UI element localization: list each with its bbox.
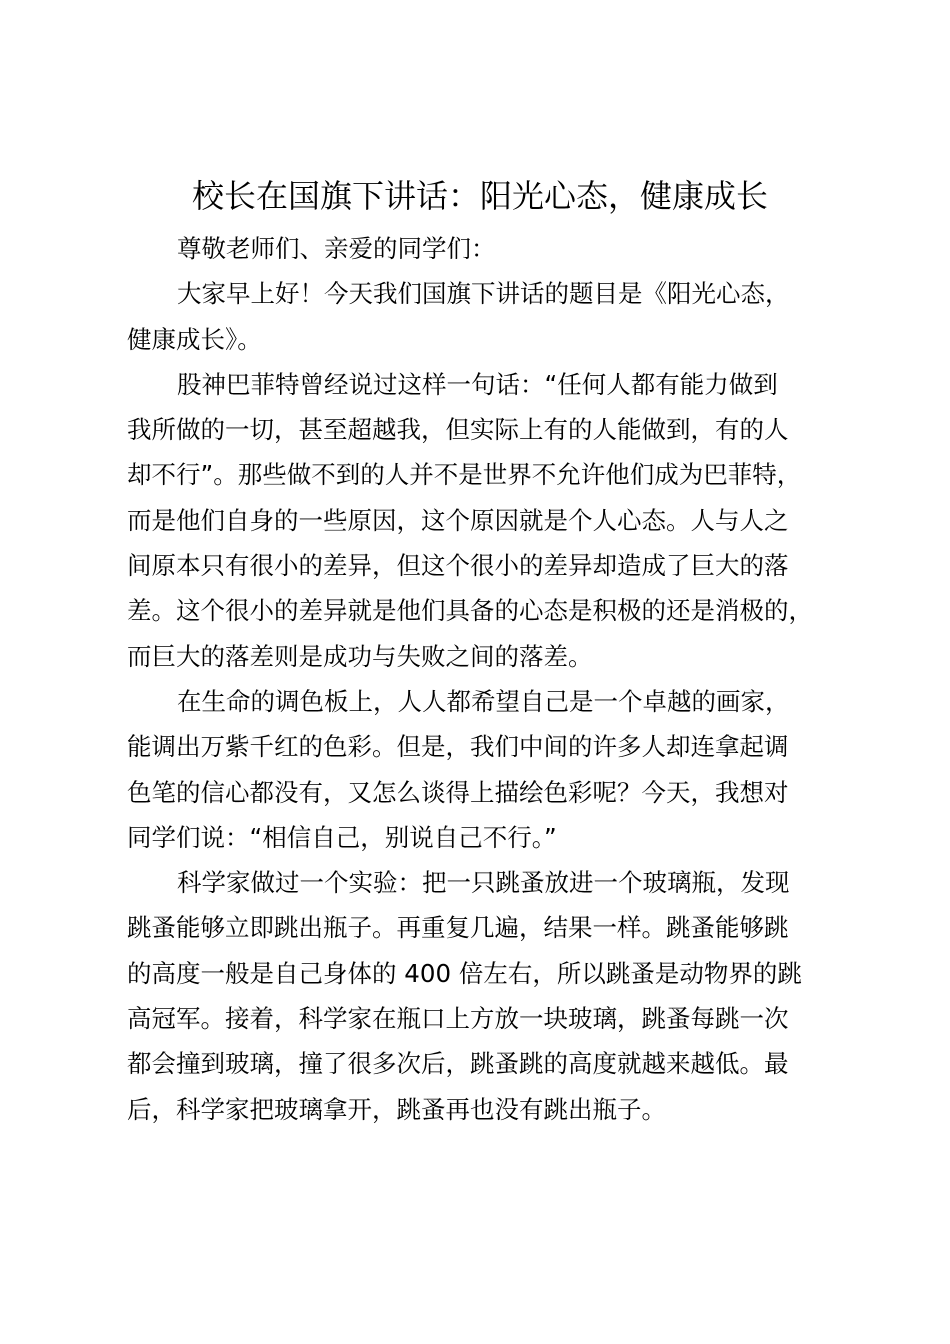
text-line: 而是他们自身的一些原因，这个原因就是个人心态。人与人之 (127, 505, 789, 535)
text-line: 却不行”。那些做不到的人并不是世界不允许他们成为巴菲特， (127, 460, 802, 490)
document-title: 校长在国旗下讲话：阳光心态，健康成长 (191, 177, 768, 215)
text-line: 科学家做过一个实验：把一只跳蚤放进一个玻璃瓶，发现 (177, 868, 790, 898)
text-line: 尊敬老师们、亲爱的同学们： (177, 234, 496, 263)
text-line: 在生命的调色板上，人人都希望自己是一个卓越的画家， (177, 686, 790, 716)
paragraph-salutation (127, 226, 847, 271)
paragraph-flea-experiment (127, 860, 847, 1132)
text-line: 高冠军。接着，科学家在瓶口上方放一块玻璃，跳蚤每跳一次 (127, 1004, 789, 1034)
text-line: 我所做的一切，甚至超越我，但实际上有的人能做到，有的人 (127, 415, 789, 445)
text-line: 间原本只有很小的差异，但这个很小的差异却造成了巨大的落 (127, 551, 789, 581)
paragraph-palette (127, 679, 847, 860)
text-line: 而巨大的落差则是成功与失败之间的落差。 (127, 641, 593, 671)
text-line: 色笔的信心都没有，又怎么谈得上描绘色彩呢？今天，我想对 (127, 777, 789, 807)
text-line: 健康成长》。 (127, 324, 262, 354)
text-line: 后，科学家把玻璃拿开，跳蚤再也没有跳出瓶子。 (127, 1094, 666, 1124)
document-body (127, 226, 847, 1132)
text-line: 能调出万紫千红的色彩。但是，我们中间的许多人却连拿起调 (127, 732, 789, 762)
paragraph-greeting (127, 271, 847, 362)
text-line: 的高度一般是自己身体的 400 倍左右，所以跳蚤是动物界的跳 (127, 958, 802, 988)
text-line: 股神巴菲特曾经说过这样一句话：“任何人都有能力做到 (177, 369, 778, 399)
text-line: 跳蚤能够立即跳出瓶子。再重复几遍，结果一样。跳蚤能够跳 (127, 913, 789, 943)
text-line: 差。这个很小的差异就是他们具备的心态是积极的还是消极的， (127, 596, 813, 626)
text-line: 同学们说：“相信自己，别说自己不行。” (127, 822, 557, 852)
paragraph-buffett (127, 362, 847, 679)
text-line: 都会撞到玻璃，撞了很多次后，跳蚤跳的高度就越来越低。最 (127, 1049, 789, 1079)
text-line: 大家早上好！今天我们国旗下讲话的题目是《阳光心态， (177, 279, 790, 309)
